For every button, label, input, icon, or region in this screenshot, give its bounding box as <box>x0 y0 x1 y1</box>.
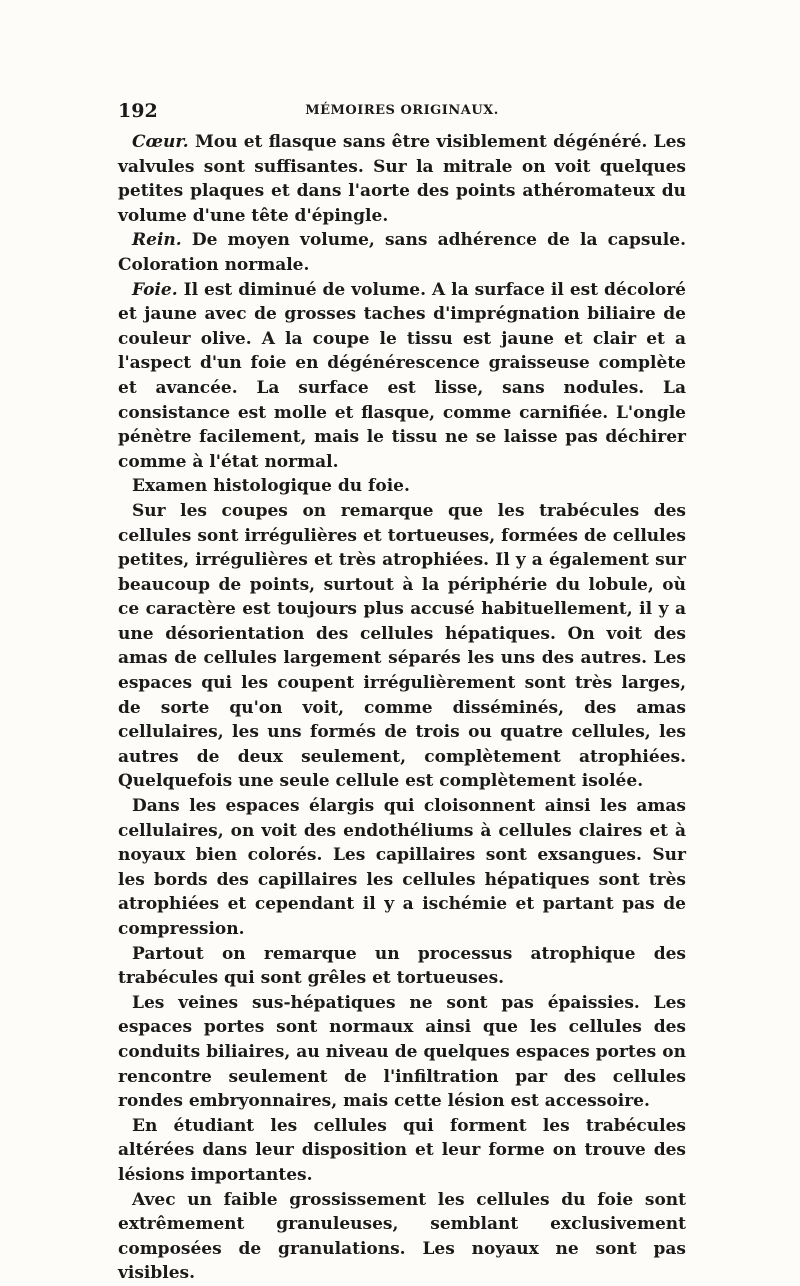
paragraph-coeur <box>118 130 686 228</box>
paragraph-text: Avec un faible grossissement les cellules du foie sont extrêmement granuleuses, semblant exclusivement composées de granulations. Les noyaux ne sont pas visibles. <box>118 1189 686 1284</box>
paragraph-rein <box>118 228 686 277</box>
paragraph-lead: Cœur. <box>132 132 189 152</box>
paragraph-text: Mou et flasque sans être visiblement dégénéré. Les valvules sont suffisantes. Sur la mitrale on voit quelques petites plaques et dans l'aorte des points athéromateux du volume d'une tête d'épingle. <box>118 132 686 226</box>
paragraph-text: Les veines sus-hépatiques ne sont pas épaissies. Les espaces portes sont normaux ainsi que les cellules des conduits biliaires, au niveau de quelques espaces portes on rencontre seulement de l'infiltration par des cellules rondes embryonnaires, mais cette lésion est accessoire. <box>118 992 686 1112</box>
paragraph-examen-heading <box>118 474 686 499</box>
paragraph-text: En étudiant les cellules qui forment les trabécules altérées dans leur disposition et leur forme on trouve des lésions importantes. <box>118 1115 686 1185</box>
paragraph-grossissement <box>118 1188 686 1286</box>
page-header <box>118 100 686 130</box>
paragraph-text: De moyen volume, sans adhérence de la capsule. Coloration normale. <box>118 230 686 275</box>
paragraph-text: Dans les espaces élargis qui cloisonnent ainsi les amas cellulaires, on voit des endothéliums à cellules claires et à noyaux bien colorés. Les capillaires sont exsangues. Sur les bords des capillaires les cellules hépatiques sont très atrophiées et cependant il y a ischémie et partant pas de compression. <box>118 796 686 939</box>
document-page <box>118 100 686 1286</box>
paragraph-text: Partout on remarque un processus atrophique des trabécules qui sont grêles et tortueuses. <box>118 943 686 989</box>
running-title: MÉMOIRES ORIGINAUX. <box>305 103 499 118</box>
paragraph-veines <box>118 991 686 1114</box>
paragraph-text: Sur les coupes on remarque que les trabécules des cellules sont irrégulières et tortueuses, formées de cellules petites, irrégulières et très atrophiées. Il y a également sur beaucoup de points, surtout à la périphérie du lobule, où ce caractère est toujours plus accusé habituellement, il y a une désorientation des cellules hépatiques. On voit des amas de cellules largement séparés les uns des autres. Les espaces qui les coupent irrégulièrement sont très larges, de sorte qu'on voit, comme disséminés, des amas cellulaires, les uns formés de trois ou quatre cellules, les autres de deux seulement, complètement atrophiées. Quelquefois une seule cellule est complètement isolée. <box>118 500 686 792</box>
paragraph-coupes <box>118 499 686 794</box>
paragraph-foie <box>118 278 686 475</box>
paragraph-espaces <box>118 794 686 942</box>
paragraph-lead: Rein. <box>132 230 182 251</box>
paragraph-cellules <box>118 1114 686 1188</box>
paragraph-partout <box>118 942 686 991</box>
body-text <box>118 130 686 1286</box>
paragraph-text: Examen histologique du foie. <box>132 476 410 497</box>
page-number: 192 <box>118 100 158 122</box>
paragraph-lead: Foie. <box>132 279 178 300</box>
paragraph-text: Il est diminué de volume. A la surface il est décoloré et jaune avec de grosses taches d'imprégnation biliaire de couleur olive. A la coupe le tissu est jaune et clair et a l'aspect d'un foie en dégénérescence graisseuse complète et avancée. La surface est lisse, sans nodules. La consistance est molle et flasque, comme carnifiée. L'ongle pénètre facilement, mais le tissu ne se laisse pas déchirer comme à l'état normal. <box>118 279 686 472</box>
